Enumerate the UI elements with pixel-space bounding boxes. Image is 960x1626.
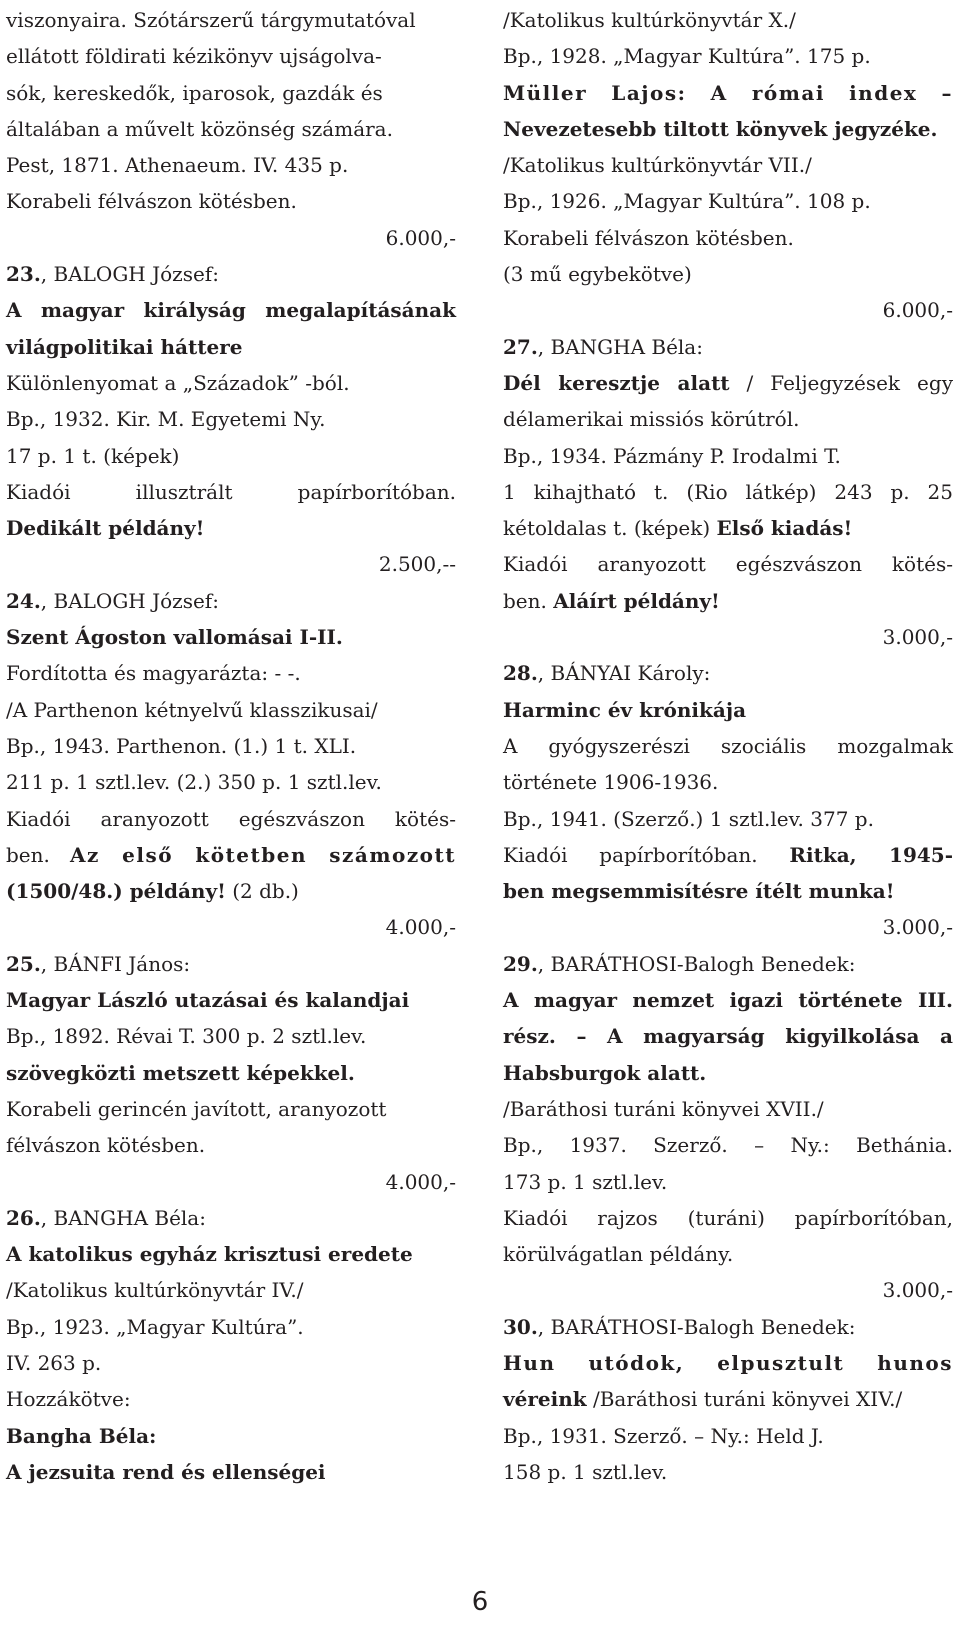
bold-text: 30. — [503, 1314, 538, 1339]
text-line — [6, 401, 456, 437]
text-line — [6, 1055, 456, 1091]
text: Bp., 1934. Pázmány P. Irodalmi T. — [503, 443, 841, 468]
text: Pest, 1871. Athenaeum. IV. 435 p. — [6, 153, 349, 178]
text-line — [6, 873, 456, 909]
right-column — [503, 2, 953, 1490]
text-line — [6, 1345, 456, 1381]
text: 2.500,-- — [378, 552, 456, 577]
bold-text: 25. — [6, 951, 41, 976]
text-line — [6, 510, 456, 546]
bold-text: 26. — [6, 1205, 41, 1230]
text: Bp., 1928. „Magyar Kultúra”. 175 p. — [503, 44, 871, 69]
text-line — [6, 183, 456, 219]
text: 1 kihajtható t. (Rio látkép) 243 p. 25 — [503, 479, 953, 504]
text: /Katolikus kultúrkönyvtár VII./ — [503, 153, 812, 178]
bold-text: Az első kötetben számozott — [70, 842, 456, 867]
page-number: 6 — [471, 1587, 489, 1617]
text-line — [503, 292, 953, 328]
text: Fordította és magyarázta: - -. — [6, 661, 301, 686]
text: /A Parthenon kétnyelvű klasszikusai/ — [6, 697, 378, 722]
text-line — [6, 946, 456, 982]
text-line — [6, 329, 456, 365]
text-line — [6, 1236, 456, 1272]
text-line — [6, 1018, 456, 1054]
text: Kiadói illusztrált papírborítóban. — [6, 479, 456, 504]
text: (3 mű egybekötve) — [503, 262, 692, 287]
text-line — [6, 220, 456, 256]
bold-text: 23. — [6, 262, 41, 287]
text: Bp., 1937. Szerző. – Ny.: Bethánia. — [503, 1133, 953, 1158]
text-line — [503, 474, 953, 510]
bold-text: véreink — [503, 1387, 587, 1412]
text-line — [503, 982, 953, 1018]
text-line — [503, 909, 953, 945]
text-line — [6, 1381, 456, 1417]
text: Korabeli félvászon kötésben. — [6, 189, 297, 214]
bold-text: A katolikus egyház krisztusi eredete — [6, 1242, 413, 1267]
text-line — [503, 1236, 953, 1272]
text-line — [6, 583, 456, 619]
text: /Katolikus kultúrkönyvtár IV./ — [6, 1278, 304, 1303]
text-line — [503, 329, 953, 365]
text-line — [503, 1381, 953, 1417]
text: Hozzákötve: — [6, 1387, 131, 1412]
text-line — [6, 1164, 456, 1200]
bold-text: Bangha Béla: — [6, 1423, 157, 1448]
text-line — [503, 801, 953, 837]
text-line — [6, 909, 456, 945]
text: (2 db.) — [225, 879, 299, 904]
text-line — [6, 38, 456, 74]
bold-text: A magyar nemzet igazi története III. — [503, 988, 953, 1013]
text: Különlenyomat a „Századok” -ból. — [6, 370, 350, 395]
text-line — [503, 1091, 953, 1127]
text: ellátott földirati kézikönyv ujságolva- — [6, 44, 382, 69]
text-line — [503, 1164, 953, 1200]
text-line — [503, 401, 953, 437]
text-line — [503, 1454, 953, 1490]
text-line — [503, 438, 953, 474]
text: Bp., 1923. „Magyar Kultúra”. — [6, 1314, 304, 1339]
text-line — [503, 256, 953, 292]
text-line — [6, 2, 456, 38]
text-line — [6, 728, 456, 764]
text-line — [503, 75, 953, 111]
text-line — [6, 438, 456, 474]
text: , BALOGH József: — [40, 588, 219, 613]
text: ben. — [6, 842, 71, 867]
text-line — [6, 619, 456, 655]
bold-text: Hun utódok, elpusztult hunos — [503, 1350, 953, 1375]
text: 211 p. 1 sztl.lev. (2.) 350 p. 1 sztl.lev. — [6, 770, 382, 795]
text: , BÁNYAI Károly: — [537, 661, 711, 686]
text-line — [503, 183, 953, 219]
text-line — [6, 1127, 456, 1163]
text-line — [503, 946, 953, 982]
text: kétoldalas t. (képek) — [503, 516, 717, 541]
text-line — [503, 1018, 953, 1054]
text: története 1906-1936. — [503, 770, 719, 795]
text-line — [6, 75, 456, 111]
text: /Baráthosi turáni könyvei XIV./ — [586, 1387, 903, 1412]
text: /Katolikus kultúrkönyvtár X./ — [503, 8, 796, 32]
text: 173 p. 1 sztl.lev. — [503, 1169, 668, 1194]
text: ben. — [503, 588, 554, 613]
text: Bp., 1943. Parthenon. (1.) 1 t. XLI. — [6, 733, 357, 758]
text: , BANGHA Béla: — [40, 1205, 206, 1230]
bold-text: Magyar László utazásai és kalandjai — [6, 988, 410, 1013]
text-line — [503, 619, 953, 655]
bold-text: Aláírt példány! — [553, 588, 720, 613]
text-line — [6, 1454, 456, 1490]
text-line — [6, 546, 456, 582]
text-line — [503, 2, 953, 38]
left-column — [6, 2, 456, 1490]
text: Kiadói rajzos (turáni) papírborítóban, — [503, 1205, 953, 1230]
text: Korabeli gerincén javított, aranyozott — [6, 1096, 387, 1121]
text-line — [503, 728, 953, 764]
bold-text: Szent Ágoston vallomásai I-II. — [6, 625, 343, 650]
text: félvászon kötésben. — [6, 1133, 206, 1158]
bold-text: Ritka, 1945- — [789, 842, 953, 867]
text: viszonyaira. Szótárszerű tárgymutatóval — [6, 8, 416, 32]
text-line — [6, 474, 456, 510]
text-line — [6, 655, 456, 691]
text-line — [6, 1091, 456, 1127]
bold-text: Harminc év krónikája — [503, 697, 747, 722]
text: Bp., 1926. „Magyar Kultúra”. 108 p. — [503, 189, 871, 214]
text-line — [503, 1055, 953, 1091]
text: 3.000,- — [882, 1278, 953, 1303]
bold-text: 29. — [503, 951, 538, 976]
bold-text: 28. — [503, 661, 538, 686]
bold-text: (1500/48.) példány! — [6, 879, 226, 904]
text: körülvágatlan példány. — [503, 1242, 734, 1267]
bold-text: szövegközti metszett képekkel. — [6, 1060, 355, 1085]
text: 17 p. 1 t. (képek) — [6, 443, 180, 468]
text: Kiadói aranyozott egészvászon kötés- — [503, 552, 953, 577]
text: 4.000,- — [385, 915, 456, 940]
text: IV. 263 p. — [6, 1350, 102, 1375]
text-line — [503, 365, 953, 401]
text: Bp., 1892. Révai T. 300 p. 2 sztl.lev. — [6, 1024, 367, 1049]
text-line — [503, 1309, 953, 1345]
text-line — [503, 837, 953, 873]
bold-text: Első kiadás! — [716, 516, 853, 541]
text-line — [6, 1418, 456, 1454]
text-line — [6, 111, 456, 147]
bold-text: világpolitikai háttere — [6, 334, 243, 359]
text-line — [503, 692, 953, 728]
bold-text: rész. – A magyarság kigyilkolása a — [503, 1024, 953, 1049]
text-line — [6, 256, 456, 292]
text-line — [503, 655, 953, 691]
text-line — [6, 147, 456, 183]
text: Bp., 1941. (Szerző.) 1 sztl.lev. 377 p. — [503, 806, 874, 831]
text: Bp., 1931. Szerző. – Ny.: Held J. — [503, 1423, 824, 1448]
text-line — [503, 1272, 953, 1308]
text-line — [503, 510, 953, 546]
text: A gyógyszerészi szociális mozgalmak — [503, 733, 953, 758]
text-line — [503, 1418, 953, 1454]
text-line — [503, 764, 953, 800]
text: 6.000,- — [385, 225, 456, 250]
bold-text: ben megsemmisítésre ítélt munka! — [503, 879, 895, 904]
text: 3.000,- — [882, 915, 953, 940]
text: 4.000,- — [385, 1169, 456, 1194]
bold-text: Dél keresztje alatt — [503, 370, 730, 395]
bold-text: Habsburgok alatt. — [503, 1060, 707, 1085]
text: Kiadói papírborítóban. — [503, 842, 790, 867]
text: Kiadói aranyozott egészvászon kötés- — [6, 806, 456, 831]
text-line — [503, 1127, 953, 1163]
text-line — [6, 1200, 456, 1236]
text: , BARÁTHOSI-Balogh Benedek: — [537, 951, 856, 976]
text-line — [503, 583, 953, 619]
bold-text: Dedikált példány! — [6, 516, 205, 541]
text-line — [6, 1272, 456, 1308]
text: , BANGHA Béla: — [537, 334, 703, 359]
bold-text: 24. — [6, 588, 41, 613]
bold-text: A jezsuita rend és ellenségei — [6, 1459, 326, 1484]
text: sók, kereskedők, iparosok, gazdák és — [6, 80, 383, 105]
text-line — [6, 801, 456, 837]
bold-text: A magyar királyság megalapításának — [6, 298, 456, 323]
text: , BARÁTHOSI-Balogh Benedek: — [537, 1314, 856, 1339]
bold-text: Nevezetesebb tiltott könyvek jegyzéke. — [503, 116, 938, 141]
text: , BÁNFI János: — [40, 951, 191, 976]
text-line — [503, 111, 953, 147]
text: általában a művelt közönség számára. — [6, 116, 393, 141]
text: 6.000,- — [882, 298, 953, 323]
text: Bp., 1932. Kir. M. Egyetemi Ny. — [6, 407, 326, 432]
text: Korabeli félvászon kötésben. — [503, 225, 794, 250]
text: 3.000,- — [882, 625, 953, 650]
bold-text: Müller Lajos: A római index – — [503, 80, 953, 105]
text-line — [503, 546, 953, 582]
text-line — [503, 147, 953, 183]
text-line — [503, 1345, 953, 1381]
bold-text: 27. — [503, 334, 538, 359]
text: /Baráthosi turáni könyvei XVII./ — [503, 1096, 824, 1121]
text-line — [503, 220, 953, 256]
text-line — [6, 292, 456, 328]
text: délamerikai missiós körútról. — [503, 407, 800, 432]
text-line — [503, 38, 953, 74]
text-line — [6, 982, 456, 1018]
text-line — [6, 1309, 456, 1345]
text: , BALOGH József: — [40, 262, 219, 287]
text: 158 p. 1 sztl.lev. — [503, 1459, 668, 1484]
text-line — [503, 1200, 953, 1236]
text: / Feljegyzések egy — [729, 370, 953, 395]
text-line — [503, 873, 953, 909]
text-line — [6, 764, 456, 800]
text-line — [6, 365, 456, 401]
text-line — [6, 837, 456, 873]
text-line — [6, 692, 456, 728]
